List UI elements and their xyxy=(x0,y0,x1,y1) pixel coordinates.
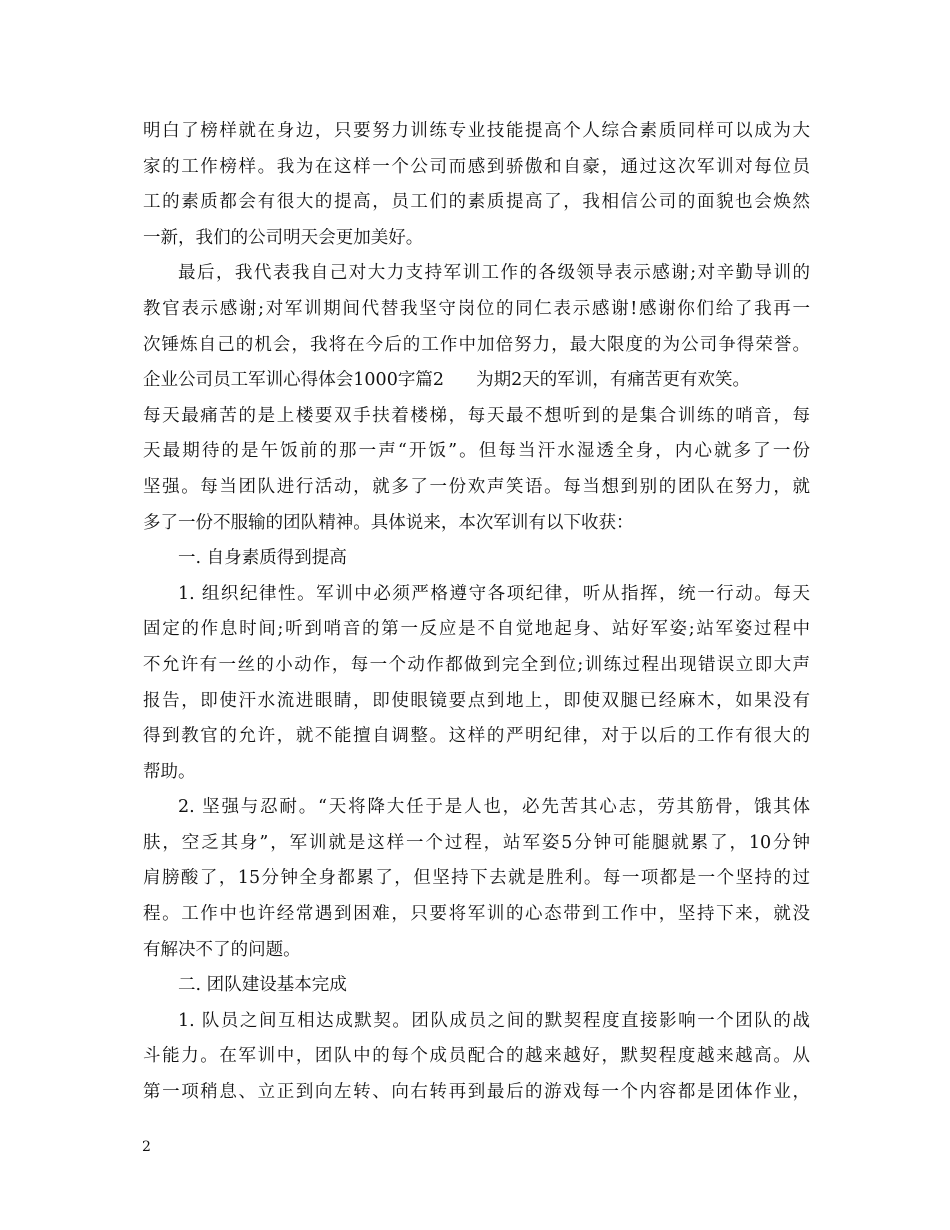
text-line: 天最期待的是午饭前的那一声“开饭”。但每当汗水湿透全身，内心就多了一份 xyxy=(143,441,810,462)
text-line: 肤，空乏其身”，军训就是这样一个过程，站军姿5分钟可能腿就累了，10分钟 xyxy=(143,832,810,853)
text-line: 多了一份不服输的团队精神。具体说来，本次军训有以下收获： xyxy=(143,512,634,533)
text-line-split xyxy=(143,363,810,399)
text-line: 工的素质都会有很大的提高，员工们的素质提高了，我相信公司的面貌也会焕然 xyxy=(143,192,810,213)
text-line: 家的工作榜样。我为在这样一个公司而感到骄傲和自豪，通过这次军训对每位员 xyxy=(143,156,810,177)
text-line: 肩膀酸了，15分钟全身都累了，但坚持下去就是胜利。每一项都是一个坚持的过 xyxy=(143,868,810,889)
text-line: 固定的作息时间;听到哨音的第一反应是不自觉地起身、站好军姿;站军姿过程中 xyxy=(143,619,810,640)
text-line: 1. 组织纪律性。军训中必须严格遵守各项纪律，听从指挥，统一行动。每天 xyxy=(178,583,810,604)
text-line: 不允许有一丝的小动作，每一个动作都做到完全到位;训练过程出现错误立即大声 xyxy=(143,654,810,675)
text-line: 有解决不了的问题。 xyxy=(143,939,301,960)
text-line: 每天最痛苦的是上楼要双手扶着楼梯，每天最不想听到的是集合训练的哨音，每 xyxy=(143,405,810,426)
subheading: 二. 团队建设基本完成 xyxy=(178,975,347,996)
text-line: 最后，我代表我自己对大力支持军训工作的各级领导表示感谢;对辛勤导训的 xyxy=(178,263,810,284)
section-heading-inline: 企业公司员工军训心得体会1000字篇2 xyxy=(143,370,445,391)
text-line: 明白了榜样就在身边，只要努力训练专业技能提高个人综合素质同样可以成为大 xyxy=(143,121,810,141)
text-line: 坚强。每当团队进行活动，就多了一份欢声笑语。每当想到别的团队在努力，就 xyxy=(143,476,810,497)
section-lead-text: 为期2天的军训，有痛苦更有欢笑。 xyxy=(476,370,751,391)
text-line: 得到教官的允许，就不能擅自调整。这样的严明纪律，对于以后的工作有很大的 xyxy=(143,726,810,747)
text-line: 教官表示感谢;对军训期间代替我坚守岗位的同仁表示感谢!感谢你们给了我再一 xyxy=(143,298,810,319)
text-line: 报告，即使汗水流进眼睛，即使眼镜要点到地上，即使双腿已经麻木，如果没有 xyxy=(143,690,810,711)
document-body xyxy=(143,114,810,1111)
text-line: 1. 队员之间互相达成默契。团队成员之间的默契程度直接影响一个团队的战 xyxy=(178,1010,810,1031)
subheading: 一. 自身素质得到提高 xyxy=(178,548,347,569)
page-number: 2 xyxy=(142,1139,151,1155)
text-line: 程。工作中也许经常遇到困难，只要将军训的心态带到工作中，坚持下来，就没 xyxy=(143,904,810,925)
text-line: 斗能力。在军训中，团队中的每个成员配合的越来越好，默契程度越来越高。从 xyxy=(143,1046,810,1067)
text-line: 帮助。 xyxy=(143,761,196,782)
text-line: 2. 坚强与忍耐。“天将降大任于是人也，必先苦其心志，劳其筋骨，饿其体 xyxy=(178,797,810,818)
text-line: 次锤炼自己的机会，我将在今后的工作中加倍努力，最大限度的为公司争得荣誉。 xyxy=(143,334,810,355)
text-line: 一新，我们的公司明天会更加美好。 xyxy=(143,227,424,248)
text-line: 第一项稍息、立正到向左转、向右转再到最后的游戏每一个内容都是团体作业， xyxy=(143,1082,810,1103)
